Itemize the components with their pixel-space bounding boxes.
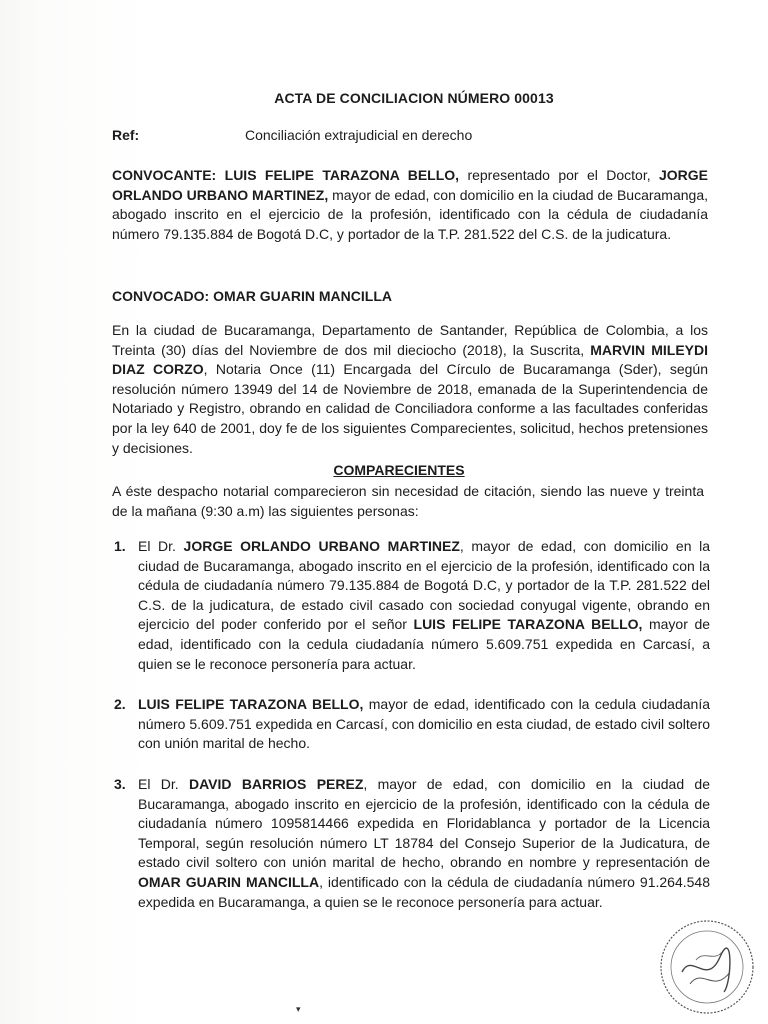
item-pre: El Dr. — [138, 776, 189, 792]
item-name-1: JORGE ORLANDO URBANO MARTINEZ — [183, 538, 460, 554]
compareciente-item-2 — [114, 695, 711, 754]
scan-speck-icon: ▾ — [296, 1004, 301, 1014]
item-name-2: OMAR GUARIN MANCILLA — [138, 873, 320, 890]
compareciente-item-1 — [114, 537, 711, 674]
convocado-label: CONVOCADO: — [112, 288, 210, 304]
notary-seal-icon — [652, 912, 756, 1016]
intro-text-2: , Notaria Once (11) Encargada del Círculo de Bucaramanga (Sder), según resolución número 13949 del 14 de Noviembre de 2018, emanada de la Superintendencia de Notariado y Registro, obrando en calidad de Conciliadora conforme a las facultades conferidas por la ley 640 de 2001, doy fe de los siguientes Comparecientes, solicitud, hechos pretensiones y decisiones. — [112, 361, 709, 456]
item-name-1: DAVID BARRIOS PEREZ — [188, 776, 364, 792]
item-number: 2. — [114, 696, 126, 712]
convocante-name: LUIS FELIPE TARAZONA BELLO, — [224, 167, 460, 183]
item-number: 1. — [114, 538, 126, 554]
compareciente-item-3 — [114, 775, 710, 912]
item-mid: mayor de edad, identificado con la cedula ciudadanía número 5.609.751 expedida en Carcasí, con domicilio en esta ciudad, de estado civil soltero con unión marital de hecho. — [138, 696, 711, 752]
intro-text-1: En la ciudad de Bucaramanga, Departamento de Santander, República de Colombia, a los Treinta (30) días del Noviembre de dos mil dieciocho (2018), la Suscrita, — [112, 322, 708, 358]
ref-text: Conciliación extrajudicial en derecho — [245, 127, 473, 143]
convocante-text-1: representado por el Doctor, — [459, 167, 659, 183]
item-name-2: LUIS FELIPE TARAZONA BELLO, — [413, 616, 643, 633]
item-name-1: LUIS FELIPE TARAZONA BELLO, — [138, 696, 364, 712]
convocante-text-2: mayor de edad, con domicilio en la ciudad de Bucaramanga, abogado inscrito en el ejercicio de la profesión, identificado con la cédula de ciudadanía número 79.135.884 de Bogotá D.C, y portador de la T.P. 281.522 del C.S. de la judicatura. — [112, 186, 709, 242]
ref-label: Ref: — [112, 127, 140, 143]
item-post: mayor de edad, identificado con la cedula ciudadanía número 5.609.751 expedida en Carcasí, a quien se le reconoce personería para actuar. — [138, 616, 711, 672]
convocante-label: CONVOCANTE: — [112, 167, 217, 183]
item-post: , identificado con la cédula de ciudadanía número 91.264.548 expedida en Bucaramanga, a quien se le reconoce personería para actuar. — [138, 873, 710, 910]
comparecientes-heading: COMPARECIENTES — [333, 462, 465, 478]
convocado-name: OMAR GUARIN MANCILLA — [209, 288, 392, 304]
item-mid: , mayor de edad, con domicilio en la ciudad de Bucaramanga, abogado inscrito en ejercicio de la profesión, identificado con la cédula de ciudadanía número 1095814466 expedida en Floridablanca y portador de la Licencia Temporal, según resolución número LT 18784 del Consejo Superior de la Judicatura, de estado civil soltero con unión marital de hecho, obrando en nombre y representación de — [138, 776, 710, 871]
reference-row — [112, 127, 472, 143]
item-number: 3. — [114, 776, 126, 792]
item-mid: , mayor de edad, con domicilio en la ciudad de Bucaramanga, abogado inscrito en el ejercicio de la profesión, identificado con la cédula de ciudadanía número 79.135.884 de Bogotá D.C, y portador de la T.P. 281.522 del C.S. de la judicatura, de estado civil casado con sociedad conyugal vigente, obrando en ejercicio del poder conferido por el señor — [138, 538, 710, 633]
item-pre: El Dr. — [138, 538, 184, 554]
convocante-paragraph — [112, 166, 708, 244]
intro-paragraph — [112, 321, 708, 458]
comparecientes-intro: A éste despacho notarial comparecieron sin necesidad de citación, siendo las nueve y treinta de la mañana (9:30 a.m) las siguientes personas: — [112, 483, 704, 519]
convocado-paragraph — [112, 287, 708, 307]
convocante-lawyer: JORGE ORLANDO URBANO MARTINEZ, — [112, 167, 709, 203]
document-title: ACTA DE CONCILIACION NÚMERO 00013 — [274, 90, 554, 106]
notary-name: MARVIN MILEYDI DIAZ CORZO — [112, 341, 708, 378]
